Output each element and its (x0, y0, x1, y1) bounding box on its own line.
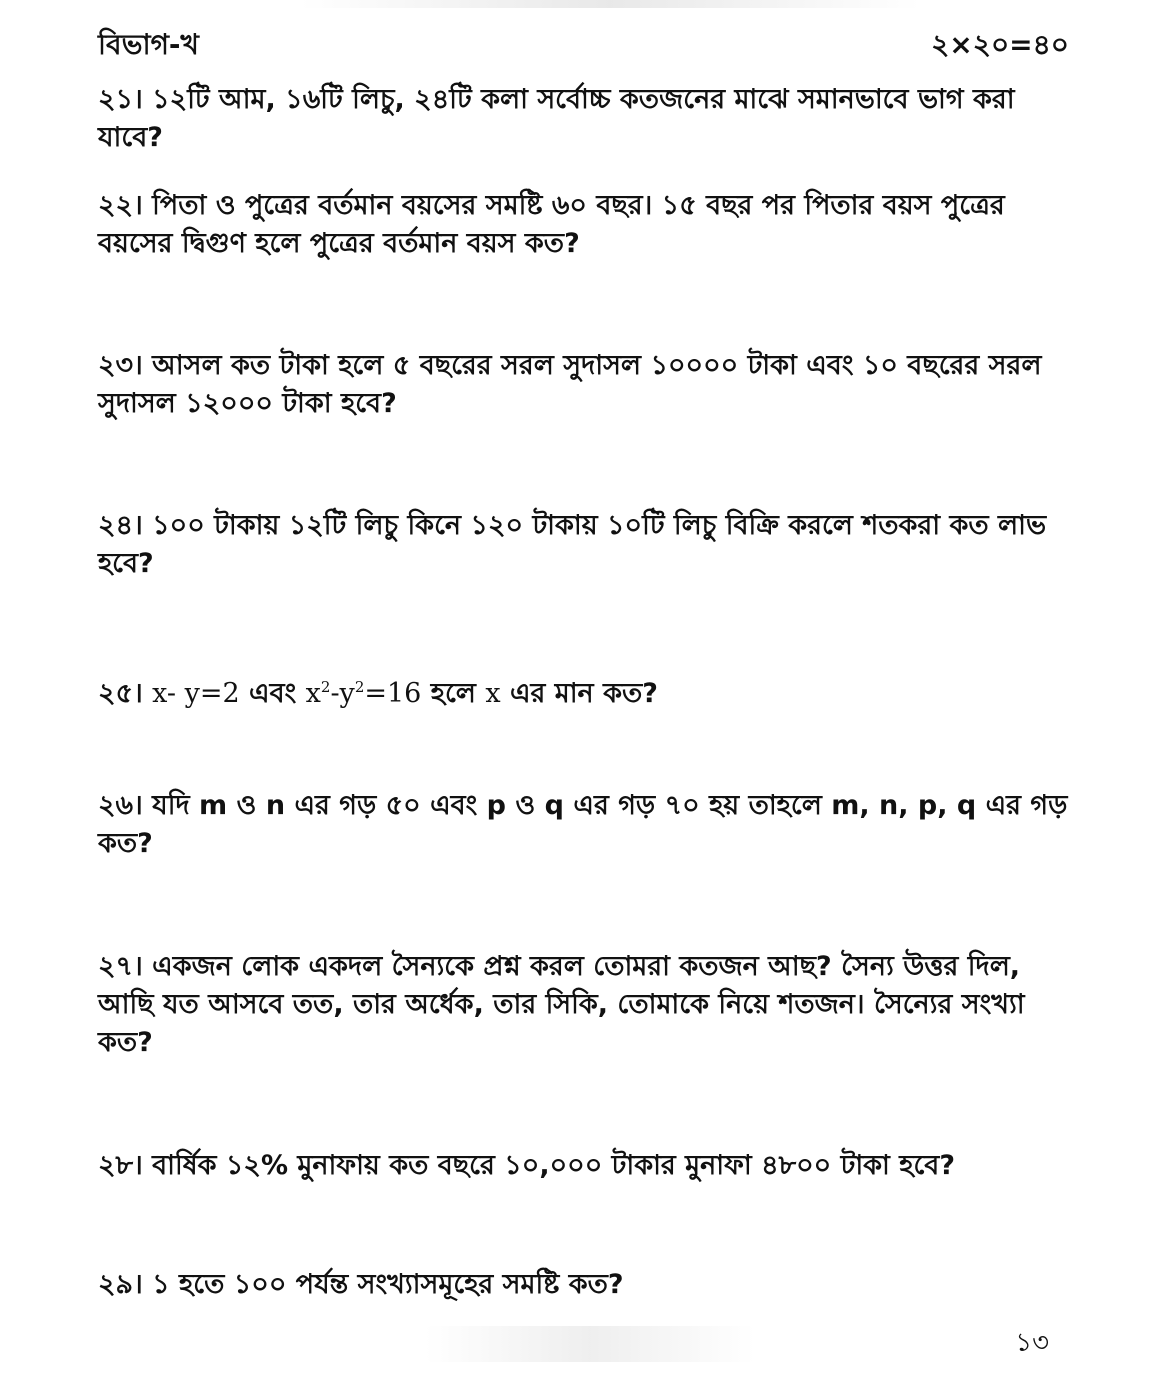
question-28: ২৮। বার্ষিক ১২% মুনাফায় কত বছরে ১০,০০০ টাকার মুনাফা ৪৮০০ টাকা হবে? (98, 1150, 956, 1181)
question-25-prefix: ২৫। (98, 678, 153, 709)
question-25-equation-2 (306, 678, 422, 709)
scan-artifact-top (300, 0, 920, 8)
question-29: ২৯। ১ হতে ১০০ পর্যন্ত সংখ্যাসমূহের সমষ্টি কত? (98, 1269, 624, 1300)
eq2-base-x: x (305, 678, 321, 709)
question-25-variable-x: x (485, 678, 501, 709)
question-25 (98, 668, 1073, 713)
question-25-connector: এবং (239, 678, 306, 709)
question-21: ২১। ১২টি আম, ১৬টি লিচু, ২৪টি কলা সর্বোচ্চ কতজনের মাঝে সমানভাবে ভাগ করা যাবে? (98, 84, 1015, 153)
question-24: ২৪। ১০০ টাকায় ১২টি লিচু কিনে ১২০ টাকায় ১০টি লিচু বিক্রি করলে শতকরা কত লাভ হবে? (98, 510, 1047, 579)
question-26: ২৬। যদি m ও n এর গড় ৫০ এবং p ও q এর গড় ৭০ হয় তাহলে m, n, p, q এর গড় কত? (98, 790, 1068, 859)
eq2-rhs: =16 (364, 678, 422, 709)
question-25-suffix: এর মান কত? (500, 678, 658, 709)
section-marks: ২×২০=৪০ (931, 27, 1069, 61)
question-27: ২৭। একজন লোক একদল সৈন্যকে প্রশ্ন করল তোমরা কতজন আছ? সৈন্য উত্তর দিল, আছি যত আসবে তত, তার অর্ধেক, তার সিকি, তোমাকে নিয়ে শতজন। সৈন্যের সংখ্যা কত? (98, 951, 1025, 1058)
eq2-exponent-1: 2 (320, 678, 331, 696)
question-25-equation-1: x- y=2 (152, 678, 240, 709)
question-23: ২৩। আসল কত টাকা হলে ৫ বছরের সরল সুদাসল ১০০০০ টাকা এবং ১০ বছরের সরল সুদাসল ১২০০০ টাকা হবে? (98, 350, 1042, 419)
section-title: বিভাগ-খ (98, 27, 199, 61)
question-22: ২২। পিতা ও পুত্রের বর্তমান বয়সের সমষ্টি ৬০ বছর। ১৫ বছর পর পিতার বয়স পুত্রের বয়সের দ্বিগুণ হলে পুত্রের বর্তমান বয়স কত? (98, 190, 1005, 259)
scan-artifact-bottom (425, 1326, 755, 1362)
eq2-minus-y: -y (330, 678, 355, 709)
question-25-connector-2: হলে (421, 678, 486, 709)
section-header (98, 26, 1069, 66)
eq2-exponent-2: 2 (354, 678, 365, 696)
page-number: ১৩ (1015, 1328, 1049, 1358)
